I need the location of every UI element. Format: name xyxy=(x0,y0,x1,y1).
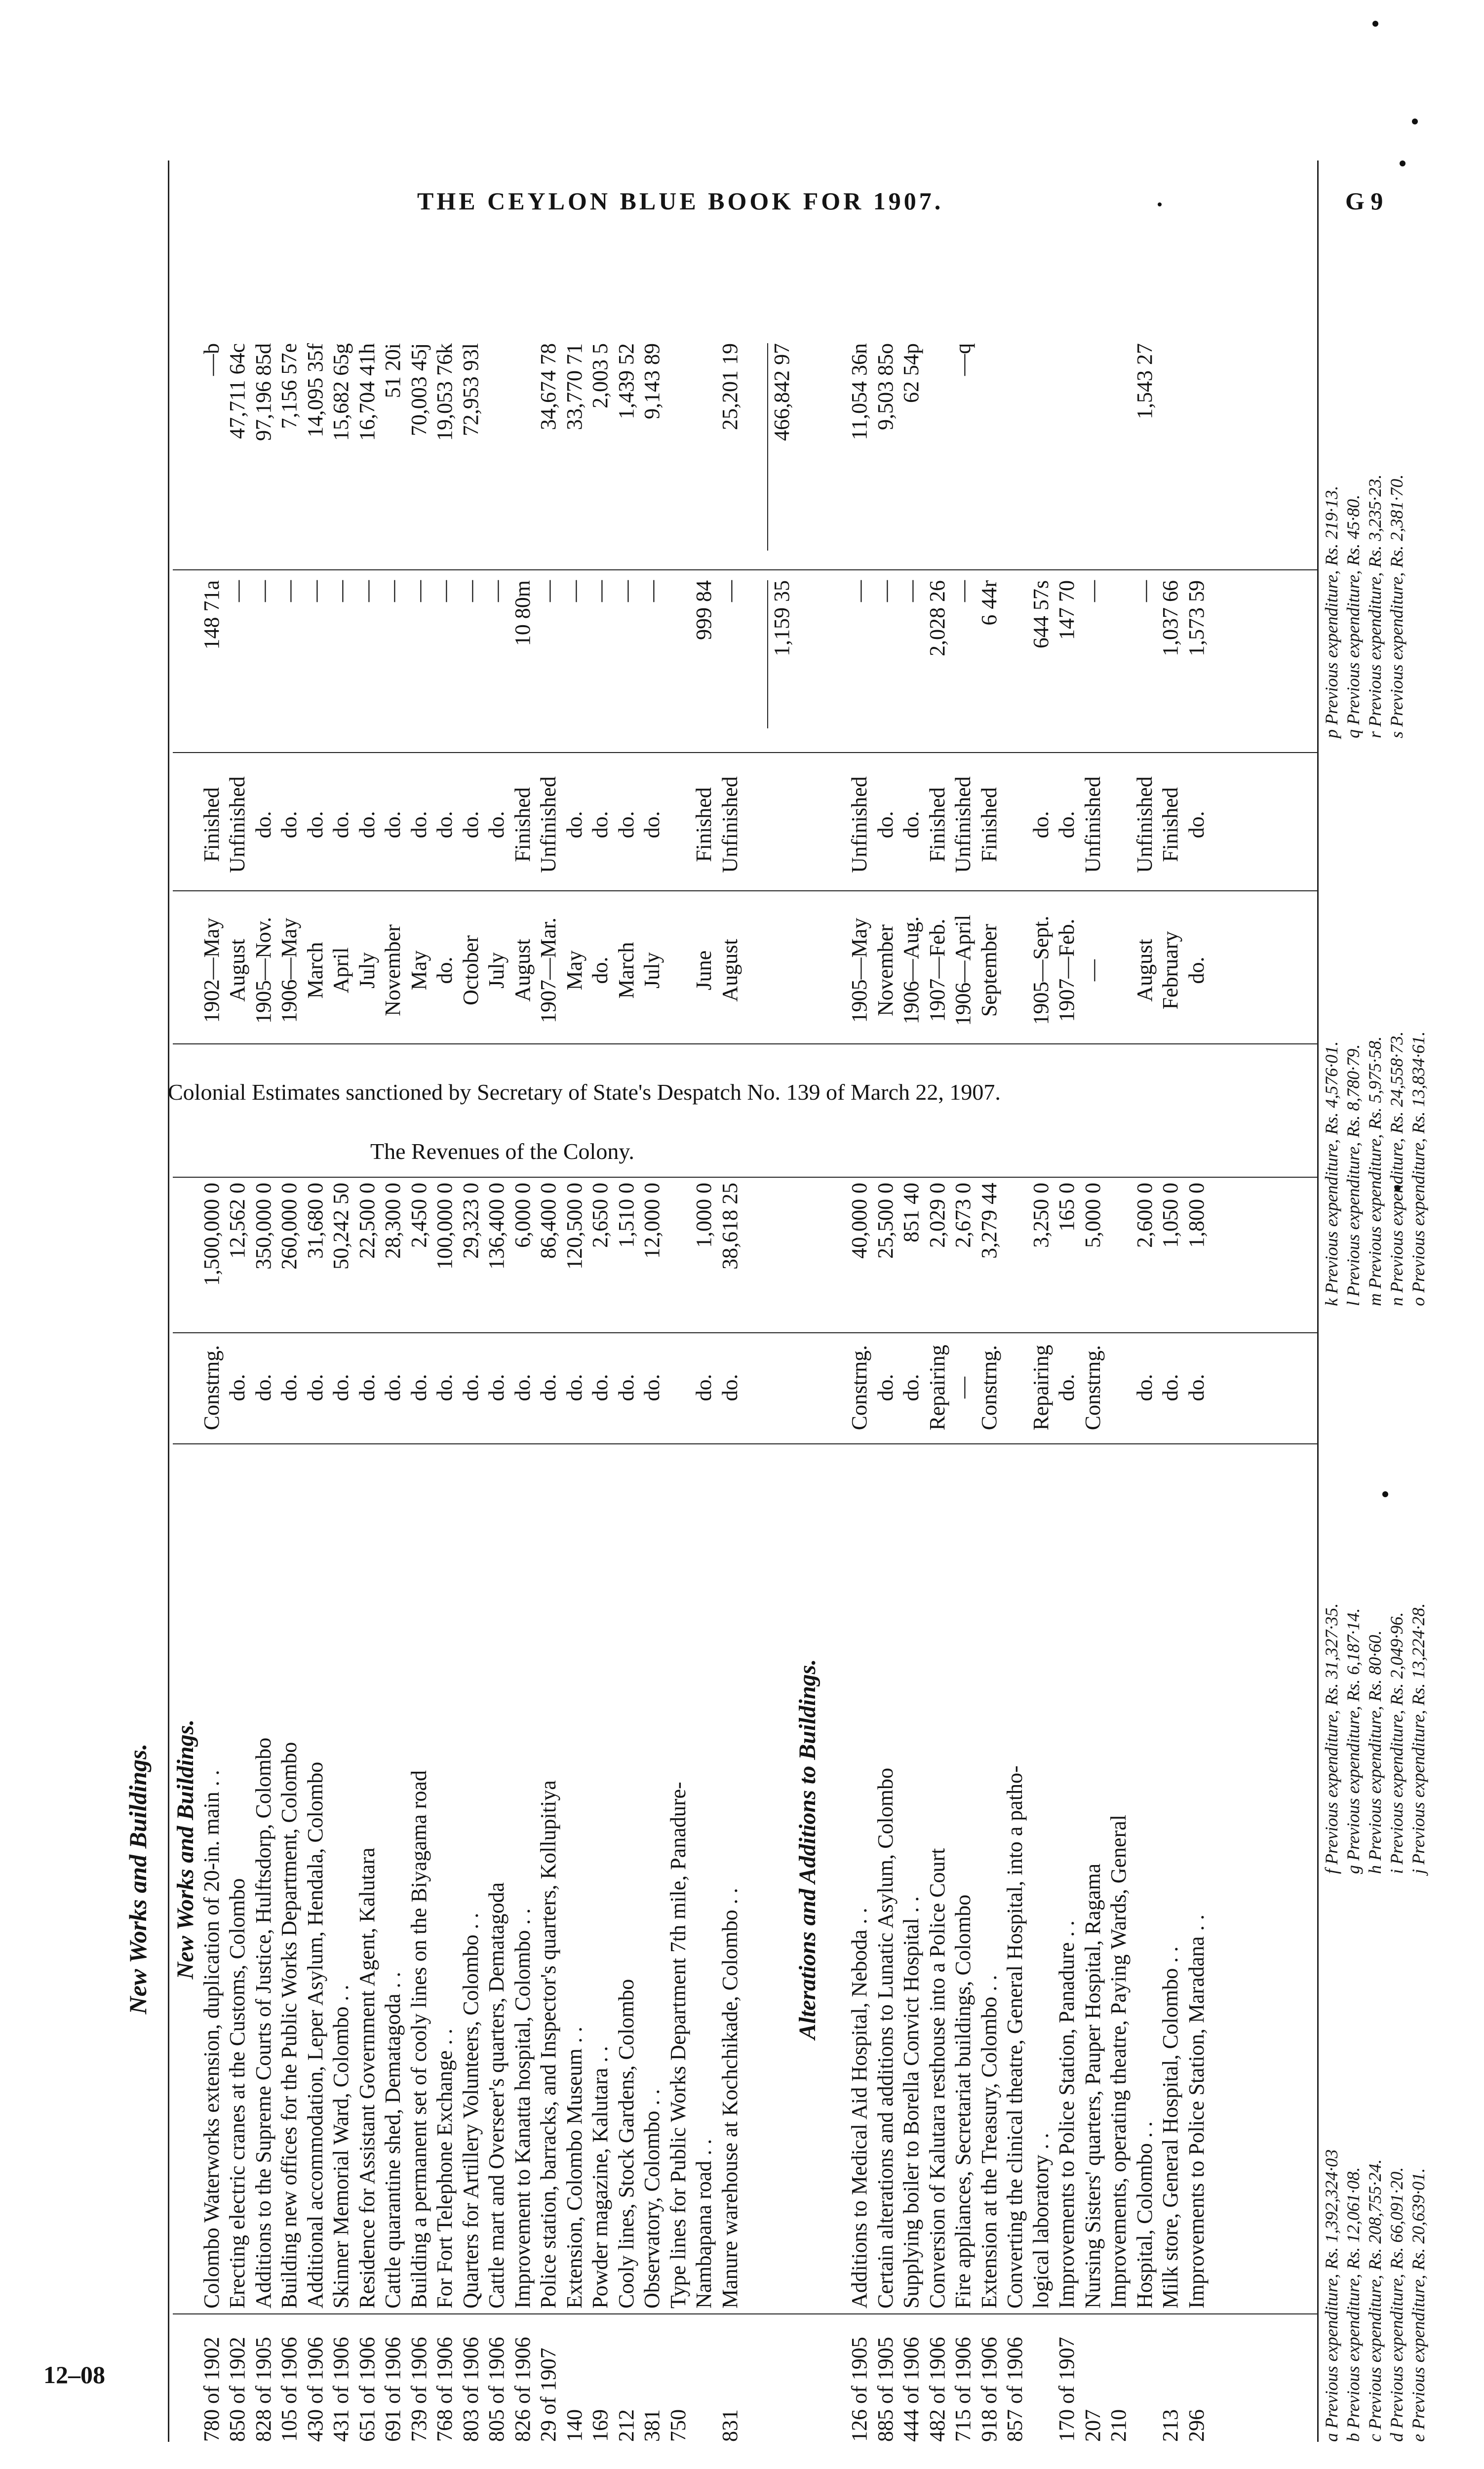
cell-date: 1906—Aug. xyxy=(899,916,923,1025)
cell-exp: —b xyxy=(199,343,224,376)
cell-prev: — xyxy=(329,580,353,602)
cell-nature: Repairing xyxy=(925,1345,949,1431)
cell-ref: 169 xyxy=(588,2409,612,2442)
cell-date: October xyxy=(458,935,483,1005)
cell-status: Unfinished xyxy=(225,776,249,873)
cell-status: do. xyxy=(406,811,431,838)
total-rule xyxy=(767,343,768,551)
cell-amount: 100,000 0 xyxy=(432,1183,457,1270)
cell-amount: 86,400 0 xyxy=(536,1183,560,1259)
cell-exp: 25,201 19 xyxy=(717,343,742,430)
cell-desc: Milk store, General Hospital, Colombo . . xyxy=(1158,1946,1182,2309)
cell-desc: Building new offices for the Public Works Department, Colombo xyxy=(277,1742,301,2309)
cell-nature: do. xyxy=(640,1374,664,1401)
cell-prev: — xyxy=(847,580,871,602)
cell-exp: 47,711 64c xyxy=(225,343,249,439)
cell-amount: 260,000 0 xyxy=(277,1183,301,1270)
cell-status: do. xyxy=(381,811,405,838)
footnote: e Previous expenditure, Rs. 20,639·01. xyxy=(1408,2168,1428,2442)
footnote: f Previous expenditure, Rs. 31,327·35. xyxy=(1322,1603,1341,1874)
cell-prev: — xyxy=(951,580,975,602)
cell-date: July xyxy=(354,952,379,989)
cell-status: Finished xyxy=(199,787,224,862)
cell-desc: Certain alterations and additions to Lunatic Asylum, Colombo xyxy=(873,1768,898,2309)
cell-date: August xyxy=(510,939,535,1002)
cell-status: do. xyxy=(354,811,379,838)
cell-desc: Nambapana road . . xyxy=(692,2139,716,2309)
cell-prev: — xyxy=(899,580,923,602)
cell-status: Unfinished xyxy=(1080,776,1105,873)
section-heading: Alterations and Additions to Buildings. xyxy=(794,1659,820,2040)
cell-desc: Cattle quarantine shed, Dematagoda . . xyxy=(381,1972,405,2309)
cell-date: 1906—April xyxy=(951,915,975,1026)
cell-ref: 381 xyxy=(640,2409,664,2442)
footnote: l Previous expenditure, Rs. 8,780·79. xyxy=(1343,1044,1363,1306)
speck-dot xyxy=(1372,21,1378,27)
cell-date: 1907—Mar. xyxy=(536,917,560,1023)
cell-exp: 70,003 45j xyxy=(406,343,431,437)
cell-ref: 768 of 1906 xyxy=(432,2337,457,2442)
cell-nature: do. xyxy=(303,1374,327,1401)
cell-nature: do. xyxy=(1184,1374,1209,1401)
cell-amount: 6,000 0 xyxy=(510,1183,535,1248)
cell-status: do. xyxy=(640,811,664,838)
cell-prev: — xyxy=(458,580,483,602)
cell-date: 1907—Feb. xyxy=(1054,918,1079,1022)
cell-prev: — xyxy=(1132,580,1157,602)
page-number: G 9 xyxy=(1345,187,1383,215)
cell-amount: 1,500,000 0 xyxy=(199,1183,224,1286)
cell-amount: 12,000 0 xyxy=(640,1183,664,1259)
cell-ref: 780 of 1902 xyxy=(199,2337,224,2442)
cell-exp: 97,196 85d xyxy=(251,343,275,441)
footnotes-col-3 xyxy=(1321,1032,1429,1306)
cell-prev: 147 70 xyxy=(1054,580,1079,640)
cell-nature: Repairing xyxy=(1028,1345,1053,1431)
cell-status: do. xyxy=(1028,811,1053,838)
cell-date: March xyxy=(303,942,327,999)
cell-amount: 2,029 0 xyxy=(925,1183,949,1248)
cell-ref: 850 of 1902 xyxy=(225,2337,249,2442)
cell-date: August xyxy=(717,939,742,1002)
cell-status: Unfinished xyxy=(1132,776,1157,873)
cell-ref: 885 of 1905 xyxy=(873,2337,898,2442)
cell-nature: do. xyxy=(717,1374,742,1401)
section-heading-top: New Works and Buildings. xyxy=(124,1743,152,2015)
cell-status: do. xyxy=(458,811,483,838)
divider-nature xyxy=(173,1332,1318,1333)
cell-amount: 350,000 0 xyxy=(251,1183,275,1270)
section-heading: New Works and Buildings. xyxy=(172,1719,198,1980)
cell-prev: — xyxy=(381,580,405,602)
cell-nature: Constrng. xyxy=(976,1345,1001,1431)
cell-desc: Cooly lines, Stock Gardens, Colombo xyxy=(614,1979,638,2309)
cell-amount: 851 40 xyxy=(899,1183,923,1242)
cell-exp: 1,543 27 xyxy=(1132,343,1157,419)
cell-amount: 1,510 0 xyxy=(614,1183,638,1248)
cell-ref: 831 xyxy=(717,2409,742,2442)
cell-ref: 212 xyxy=(614,2409,638,2442)
cell-ref: 691 of 1906 xyxy=(381,2337,405,2442)
speck-dot xyxy=(1412,119,1418,124)
cell-exp: 7,156 57e xyxy=(277,343,301,429)
footnote: n Previous expenditure, Rs. 24,558·73. xyxy=(1387,1031,1406,1306)
cell-desc: Type lines for Public Works Department 7th mile, Panadure- xyxy=(665,1782,690,2309)
cell-exp: 33,770 71 xyxy=(562,343,586,430)
cell-nature: do. xyxy=(1132,1374,1157,1401)
footnote: o Previous expenditure, Rs. 13,834·61. xyxy=(1408,1031,1428,1306)
cell-desc: Improvement to Kanatta hospital, Colombo . . xyxy=(510,1908,535,2309)
cell-date: May xyxy=(406,950,431,991)
footnote: h Previous expenditure, Rs. 80·60. xyxy=(1365,1630,1385,1874)
cell-prev: 148 71a xyxy=(199,580,224,650)
cell-prev: — xyxy=(277,580,301,602)
footnotes-col-2 xyxy=(1321,1603,1429,1874)
footnotes-col-1 xyxy=(1321,2150,1429,2442)
divider-prev xyxy=(173,569,1318,570)
cell-amount: 2,650 0 xyxy=(588,1183,612,1248)
cell-status: do. xyxy=(899,811,923,838)
cell-prev: — xyxy=(614,580,638,602)
cell-nature: — xyxy=(951,1377,975,1398)
cell-amount: 1,000 0 xyxy=(692,1183,716,1248)
cell-desc: Erecting electric cranes at the Customs, Colombo xyxy=(225,1878,249,2309)
cell-desc: logical laboratory . . xyxy=(1028,2133,1053,2309)
cell-date: do. xyxy=(1184,956,1209,984)
cell-desc: Additions to Medical Aid Hospital, Neboda . . xyxy=(847,1908,871,2309)
cell-status: do. xyxy=(873,811,898,838)
cell-exp: 9,143 89 xyxy=(640,343,664,419)
cell-ref: 857 of 1906 xyxy=(1003,2337,1027,2442)
cell-status: Finished xyxy=(925,787,949,862)
cell-prev: — xyxy=(406,580,431,602)
cell-date: 1907—Feb. xyxy=(925,918,949,1022)
cell-ref: 210 xyxy=(1106,2409,1131,2442)
cell-status: Finished xyxy=(510,787,535,862)
footnote: d Previous expenditure, Rs. 66,091·20. xyxy=(1387,2167,1406,2442)
cell-date: 1905—Sept. xyxy=(1028,916,1053,1025)
cell-desc: Conversion of Kalutara resthouse into a Police Court xyxy=(925,1848,949,2309)
cell-prev: 1,159 35 xyxy=(769,580,794,656)
cell-nature: do. xyxy=(484,1374,508,1401)
cell-prev: — xyxy=(717,580,742,602)
cell-nature: do. xyxy=(588,1374,612,1401)
cell-date: April xyxy=(329,947,353,994)
cell-status: do. xyxy=(1054,811,1079,838)
cell-prev: — xyxy=(354,580,379,602)
cell-status: do. xyxy=(303,811,327,838)
footnote: q Previous expenditure, Rs. 45·80. xyxy=(1343,494,1363,738)
cell-exp: 34,674 78 xyxy=(536,343,560,430)
footnote: i Previous expenditure, Rs. 2,049·96. xyxy=(1387,1612,1406,1874)
cell-prev: 6 44r xyxy=(976,580,1001,626)
cell-ref: 296 xyxy=(1184,2409,1209,2442)
cell-desc: Additions to the Supreme Courts of Justice, Hulftsdorp, Colombo xyxy=(251,1737,275,2309)
cell-exp: 2,003 5 xyxy=(588,343,612,408)
footnote: k Previous expenditure, Rs. 4,576·01. xyxy=(1322,1041,1341,1306)
cell-status: do. xyxy=(329,811,353,838)
footnote: m Previous expenditure, Rs. 5,975·58. xyxy=(1365,1036,1385,1306)
cell-status: Unfinished xyxy=(536,776,560,873)
cell-nature: do. xyxy=(614,1374,638,1401)
cell-status: do. xyxy=(562,811,586,838)
cell-desc: Improvements to Police Station, Maradana . . xyxy=(1184,1914,1209,2309)
estimates-note: Colonial Estimates sanctioned by Secretary of State's Despatch No. 139 of March 22, 1907. xyxy=(168,1079,1001,1105)
cell-date: 1905—May xyxy=(847,917,871,1023)
cell-desc: Improvements to Police Station, Panadure . . xyxy=(1054,1920,1079,2309)
cell-nature: do. xyxy=(225,1374,249,1401)
cell-date: March xyxy=(614,942,638,999)
cell-nature: do. xyxy=(692,1374,716,1401)
cell-ref: 826 of 1906 xyxy=(510,2337,535,2442)
cell-date: September xyxy=(976,923,1001,1017)
cell-desc: Police station, barracks, and Inspector's quarters, Kollupitiya xyxy=(536,1780,560,2309)
cell-ref: 918 of 1906 xyxy=(976,2337,1001,2442)
cell-nature: Constrng. xyxy=(847,1345,871,1431)
cell-exp: 19,053 76k xyxy=(432,343,457,441)
footnote: g Previous expenditure, Rs. 6,187·14. xyxy=(1343,1608,1363,1874)
cell-date: August xyxy=(225,939,249,1002)
cell-date: May xyxy=(562,950,586,991)
cell-date: do. xyxy=(432,956,457,984)
cell-ref: 739 of 1906 xyxy=(406,2337,431,2442)
rotated-table xyxy=(94,141,1437,2442)
cell-prev: — xyxy=(432,580,457,602)
cell-prev: — xyxy=(484,580,508,602)
cell-exp: 466,842 97 xyxy=(769,343,794,441)
folio: 12–08 xyxy=(43,2361,105,2389)
divider-desc xyxy=(173,1443,1318,1444)
cell-date: do. xyxy=(588,956,612,984)
cell-ref: 828 of 1905 xyxy=(251,2337,275,2442)
cell-date: 1902—May xyxy=(199,917,224,1023)
cell-exp: 51 20i xyxy=(381,343,405,398)
cell-amount: 2,673 0 xyxy=(951,1183,975,1248)
cell-status: do. xyxy=(588,811,612,838)
cell-date: — xyxy=(1080,959,1105,981)
cell-desc: Colombo Waterworks extension, duplication of 20-in. main . . xyxy=(199,1770,224,2309)
cell-ref: 805 of 1906 xyxy=(484,2337,508,2442)
footnote: c Previous expenditure, Rs. 208,755·24. xyxy=(1365,2159,1385,2442)
cell-amount: 25,500 0 xyxy=(873,1183,898,1259)
cell-prev: — xyxy=(225,580,249,602)
cell-desc: Hospital, Colombo . . xyxy=(1132,2121,1157,2309)
footnotes-col-4 xyxy=(1321,475,1407,738)
cell-nature: do. xyxy=(899,1374,923,1401)
cell-amount: 1,800 0 xyxy=(1184,1183,1209,1248)
cell-nature: do. xyxy=(381,1374,405,1401)
cell-nature: Constrng. xyxy=(1080,1345,1105,1431)
cell-desc: Improvements, operating theatre, Paying Wards, General xyxy=(1106,1815,1131,2309)
cell-nature: do. xyxy=(458,1374,483,1401)
cell-desc: Cattle mart and Overseer's quarters, Dematagoda xyxy=(484,1882,508,2309)
cell-ref: 444 of 1906 xyxy=(899,2337,923,2442)
cell-status: Unfinished xyxy=(951,776,975,873)
cell-desc: Nursing Sisters' quarters, Pauper Hospital, Ragama xyxy=(1080,1863,1105,2309)
revenues-note: The Revenues of the Colony. xyxy=(370,1139,634,1164)
cell-exp: 1,439 52 xyxy=(614,343,638,419)
divider-status xyxy=(173,752,1318,753)
cell-desc: For Fort Telephone Exchange . . xyxy=(432,2029,457,2309)
footnote: a Previous expenditure, Rs. 1,392,324·03 xyxy=(1322,2149,1341,2442)
footnote: r Previous expenditure, Rs. 3,235·23. xyxy=(1365,474,1385,738)
cell-nature: do. xyxy=(406,1374,431,1401)
cell-nature: do. xyxy=(562,1374,586,1401)
cell-ref: 140 xyxy=(562,2409,586,2442)
cell-ref: 105 of 1906 xyxy=(277,2337,301,2442)
divider-date xyxy=(173,890,1318,891)
cell-nature: do. xyxy=(873,1374,898,1401)
cell-ref: 431 of 1906 xyxy=(329,2337,353,2442)
cell-amount: 12,562 0 xyxy=(225,1183,249,1259)
cell-prev: 999 84 xyxy=(692,580,716,640)
cell-exp: 62 54p xyxy=(899,343,923,403)
cell-amount: 2,450 0 xyxy=(406,1183,431,1248)
cell-ref: 803 of 1906 xyxy=(458,2337,483,2442)
cell-nature: do. xyxy=(536,1374,560,1401)
cell-desc: Converting the clinical theatre, General Hospital, into a patho- xyxy=(1003,1765,1027,2309)
cell-desc: Powder magazine, Kalutara . . xyxy=(588,2046,612,2309)
cell-exp: —q xyxy=(951,343,975,376)
cell-desc: Additional accommodation, Leper Asylum, Hendala, Colombo xyxy=(303,1761,327,2309)
cell-desc: Residence for Assistant Government Agent, Kalutara xyxy=(354,1847,379,2309)
cell-amount: 29,323 0 xyxy=(458,1183,483,1259)
cell-amount: 28,300 0 xyxy=(381,1183,405,1259)
cell-status: do. xyxy=(614,811,638,838)
rule-top xyxy=(168,160,169,2442)
cell-exp: 16,704 41h xyxy=(354,343,379,441)
cell-nature: do. xyxy=(1158,1374,1182,1401)
cell-status: Unfinished xyxy=(717,776,742,873)
cell-ref: 750 xyxy=(665,2409,690,2442)
cell-amount: 50,242 50 xyxy=(329,1183,353,1270)
divider-ref xyxy=(173,2313,1318,2314)
cell-ref: 430 of 1906 xyxy=(303,2337,327,2442)
footnote: b Previous expenditure, Rs. 12,061·08. xyxy=(1343,2167,1363,2442)
footnote: p Previous expenditure, Rs. 219·13. xyxy=(1322,485,1341,738)
cell-date: June xyxy=(692,950,716,991)
cell-date: July xyxy=(484,952,508,989)
running-head: THE CEYLON BLUE BOOK FOR 1907. xyxy=(417,187,944,215)
cell-amount: 22,500 0 xyxy=(354,1183,379,1259)
footnote: s Previous expenditure, Rs. 2,381·70. xyxy=(1387,474,1406,738)
cell-date: November xyxy=(381,924,405,1016)
cell-nature: do. xyxy=(251,1374,275,1401)
cell-desc: Building a permanent set of cooly lines on the Biyagama road xyxy=(406,1770,431,2309)
cell-status: Finished xyxy=(976,787,1001,862)
cell-date: August xyxy=(1132,939,1157,1002)
cell-nature: do. xyxy=(432,1374,457,1401)
cell-status: do. xyxy=(432,811,457,838)
cell-date: 1906—May xyxy=(277,917,301,1023)
cell-prev: — xyxy=(1080,580,1105,602)
cell-amount: 3,279 44 xyxy=(976,1183,1001,1259)
cell-amount: 5,000 0 xyxy=(1080,1183,1105,1248)
cell-status: do. xyxy=(1184,811,1209,838)
cell-nature: do. xyxy=(1054,1374,1079,1401)
cell-date: February xyxy=(1158,931,1182,1010)
cell-status: do. xyxy=(251,811,275,838)
cell-ref: 651 of 1906 xyxy=(354,2337,379,2442)
cell-desc: Extension at the Treasury, Colombo . . xyxy=(976,1975,1001,2309)
cell-desc: Skinner Memorial Ward, Colombo . . xyxy=(329,1985,353,2309)
cell-prev: 644 57s xyxy=(1028,580,1053,649)
cell-prev: — xyxy=(562,580,586,602)
footnote: j Previous expenditure, Rs. 13,224·28. xyxy=(1408,1603,1428,1874)
cell-nature: Constrng. xyxy=(199,1345,224,1431)
cell-status: do. xyxy=(484,811,508,838)
cell-date: November xyxy=(873,924,898,1016)
divider-remarks xyxy=(173,1043,1318,1044)
cell-status: Finished xyxy=(1158,787,1182,862)
cell-amount: 3,250 0 xyxy=(1028,1183,1053,1248)
cell-amount: 136,400 0 xyxy=(484,1183,508,1270)
cell-exp: 72,953 93l xyxy=(458,343,483,437)
cell-date: July xyxy=(640,952,664,989)
cell-ref: 213 xyxy=(1158,2409,1182,2442)
cell-prev: — xyxy=(251,580,275,602)
cell-desc: Observatory, Colombo . . xyxy=(640,2089,664,2309)
cell-nature: do. xyxy=(510,1374,535,1401)
cell-ref: 482 of 1906 xyxy=(925,2337,949,2442)
cell-nature: do. xyxy=(329,1374,353,1401)
cell-nature: do. xyxy=(354,1374,379,1401)
cell-prev: — xyxy=(536,580,560,602)
cell-prev: 2,028 26 xyxy=(925,580,949,656)
cell-amount: 40,000 0 xyxy=(847,1183,871,1259)
cell-prev: 10 80m xyxy=(510,580,535,646)
cell-ref: 29 of 1907 xyxy=(536,2348,560,2442)
cell-prev: 1,037 66 xyxy=(1158,580,1182,656)
cell-desc: Quarters for Artillery Volunteers, Colombo . . xyxy=(458,1912,483,2309)
divider-amount xyxy=(173,1177,1318,1178)
cell-amount: 2,600 0 xyxy=(1132,1183,1157,1248)
cell-exp: 11,054 36n xyxy=(847,343,871,440)
cell-prev: — xyxy=(873,580,898,602)
cell-desc: Supplying boiler to Borella Convict Hospital . . xyxy=(899,1896,923,2309)
cell-prev: — xyxy=(640,580,664,602)
cell-amount: 1,050 0 xyxy=(1158,1183,1182,1248)
cell-desc: Extension, Colombo Museum . . xyxy=(562,2027,586,2309)
cell-amount: 38,618 25 xyxy=(717,1183,742,1270)
cell-nature: do. xyxy=(277,1374,301,1401)
cell-status: Finished xyxy=(692,787,716,862)
cell-status: do. xyxy=(277,811,301,838)
cell-status: Unfinished xyxy=(847,776,871,873)
cell-amount: 165 0 xyxy=(1054,1183,1079,1232)
cell-desc: Fire appliances, Secretariat buildings, Colombo xyxy=(951,1894,975,2309)
cell-ref: 126 of 1905 xyxy=(847,2337,871,2442)
cell-prev: — xyxy=(303,580,327,602)
cell-prev: 1,573 59 xyxy=(1184,580,1209,656)
cell-ref: 170 of 1907 xyxy=(1054,2337,1079,2442)
total-rule xyxy=(767,580,768,728)
cell-amount: 120,500 0 xyxy=(562,1183,586,1270)
cell-desc: Manure warehouse at Kochchikade, Colombo . . xyxy=(717,1888,742,2309)
cell-exp: 14,095 35f xyxy=(303,343,327,438)
cell-date: 1905—Nov. xyxy=(251,917,275,1024)
cell-ref: 207 xyxy=(1080,2409,1105,2442)
rule-bottom xyxy=(1317,160,1319,2442)
cell-amount: 31,680 0 xyxy=(303,1183,327,1259)
cell-ref: 715 of 1906 xyxy=(951,2337,975,2442)
cell-exp: 15,682 65g xyxy=(329,343,353,441)
cell-prev: — xyxy=(588,580,612,602)
cell-exp: 9,503 85o xyxy=(873,343,898,430)
